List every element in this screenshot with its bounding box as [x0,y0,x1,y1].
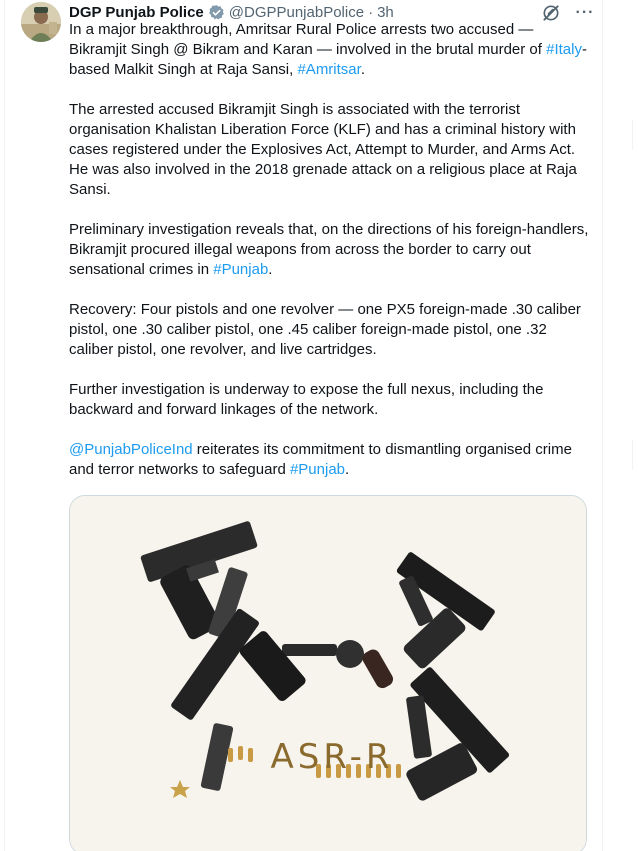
tweet-paragraph: Further investigation is underway to expose the full nexus, including the backward and forward linkages of the network. [69,381,544,418]
sidebar-edge [632,120,638,150]
text-segment: Preliminary investigation reveals that, on the directions of his foreign-handlers, Bikramjit procured illegal weapons from across the border to carry out sensational crimes in [69,221,589,278]
tweet-paragraph: Recovery: Four pistols and one revolver — one PX5 foreign-made .30 caliber pistol, one .30 caliber pistol, one .45 caliber foreign-made pistol, one .32 caliber pistol, one revolver, and live cartridges. [69,301,581,358]
avatar[interactable] [21,2,61,42]
separator-dot: · [368,3,374,21]
text-segment: In a major breakthrough, Amritsar Rural Police arrests two accused — Bikramjit Singh @ Bikram and Karan — involved in the brutal murder of [69,21,547,58]
tweet-media[interactable] [69,495,587,851]
text-segment: -based Malkit Singh at Raja Sansi, [69,41,587,78]
hashtag-punjab[interactable]: #Punjab [213,261,269,278]
tweet-header [69,2,394,22]
hashtag-amritsar[interactable]: #Amritsar [297,61,361,78]
mention-punjabpoliceind[interactable]: @PunjabPoliceInd [69,441,193,458]
weapons-photo [70,496,587,851]
text-segment: . [345,461,350,478]
hashtag-punjab[interactable]: #Punjab [289,461,346,478]
sidebar-edge [632,440,638,470]
author-name[interactable]: DGP Punjab Police [69,3,204,21]
tweet-time[interactable]: 3h [377,3,394,21]
tweet-paragraph [69,440,589,480]
verified-badge-icon [208,4,225,21]
text-segment: reiterates its commitment to dismantling organised crime and terror networks to safeguard [69,441,572,478]
tweet-paragraph [69,20,589,80]
tweet-text [69,20,589,500]
timeline-border-right [602,0,603,851]
hashtag-italy[interactable]: #Italy [546,41,582,58]
tweet-paragraph: The arrested accused Bikramjit Singh is associated with the terrorist organisation Khalistan Liberation Force (KLF) and has a criminal history with cases registered under the Explosives Act, Attempt to Murder, and Arms Act. He was also involved in the 2018 grenade attack on a religious place at Raja Sansi. [69,101,577,198]
text-segment: . [360,61,365,78]
timeline-border-left [4,0,5,851]
avatar-image [21,2,61,42]
author-handle[interactable]: @DGPPunjabPolice [228,3,365,21]
tweet-paragraph [69,220,589,280]
image-caption: ASR-R [270,737,394,777]
text-segment: . [268,261,273,278]
more-options-icon[interactable]: ··· [575,4,595,21]
